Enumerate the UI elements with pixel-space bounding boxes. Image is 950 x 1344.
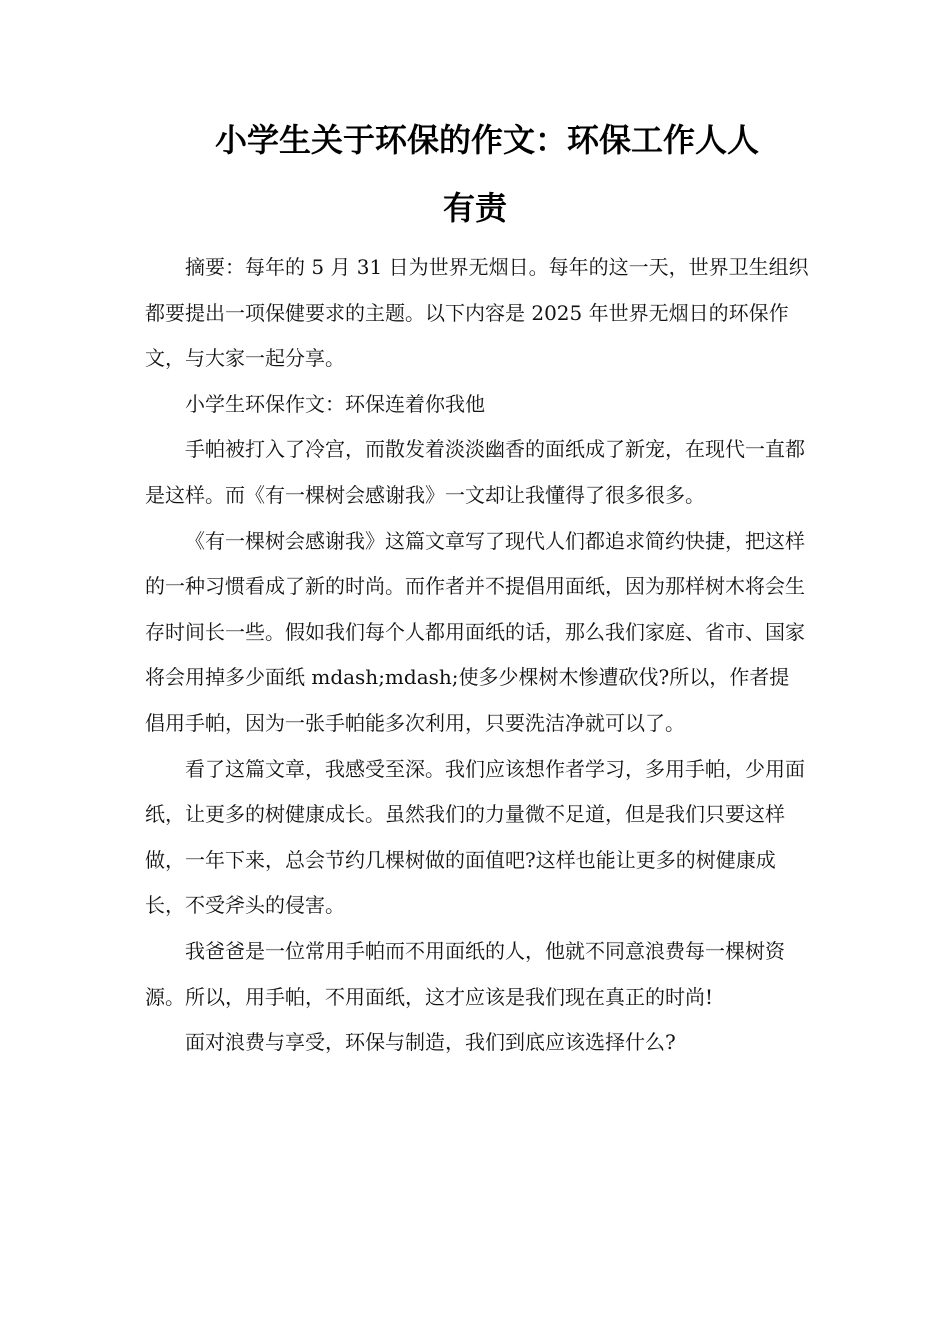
body-paragraph: 手帕被打入了冷宫，而散发着淡淡幽香的面纸成了新宠，在现代一直都是这样。而《有一棵树会感谢我》一文却让我懂得了很多很多。 xyxy=(145,437,805,507)
document-title-line-2: 有责 xyxy=(442,189,507,227)
essay-subtitle: 小学生环保作文：环保连着你我他 xyxy=(185,391,485,416)
document-title-line-1: 小学生关于环保的作文：环保工作人人 xyxy=(215,121,760,159)
body-paragraph: 看了这篇文章，我感受至深。我们应该想作者学习，多用手帕，少用面纸，让更多的树健康成长。虽然我们的力量微不足道，但是我们只要这样做，一年下来，总会节约几棵树做的面值吧?这样也能让更多的树健康成长，不受斧头的侵害。 xyxy=(145,756,805,918)
body-paragraph: 面对浪费与享受，环保与制造，我们到底应该选择什么? xyxy=(185,1030,676,1055)
body-paragraph: 我爸爸是一位常用手帕而不用面纸的人，他就不同意浪费每一棵树资源。所以，用手帕，不用面纸，这才应该是我们现在真正的时尚! xyxy=(145,938,785,1009)
document-body xyxy=(145,245,809,1066)
body-paragraph: 《有一棵树会感谢我》这篇文章写了现代人们都追求简约快捷，把这样的一种习惯看成了新的时尚。而作者并不提倡用面纸，因为那样树木将会生存时间长一些。假如我们每个人都用面纸的话，那么我们家庭、省市、国家将会用掉多少面纸 mdash;mdash;使多少棵树木惨遭砍伐?所以，作者提倡用手帕，因为一张手帕能多次利用，只要洗洁净就可以了。 xyxy=(145,528,805,735)
abstract-paragraph: 摘要：每年的 5 月 31 日为世界无烟日。每年的这一天，世界卫生组织都要提出一项保健要求的主题。以下内容是 2025 年世界无烟日的环保作文，与大家一起分享。 xyxy=(145,255,809,371)
